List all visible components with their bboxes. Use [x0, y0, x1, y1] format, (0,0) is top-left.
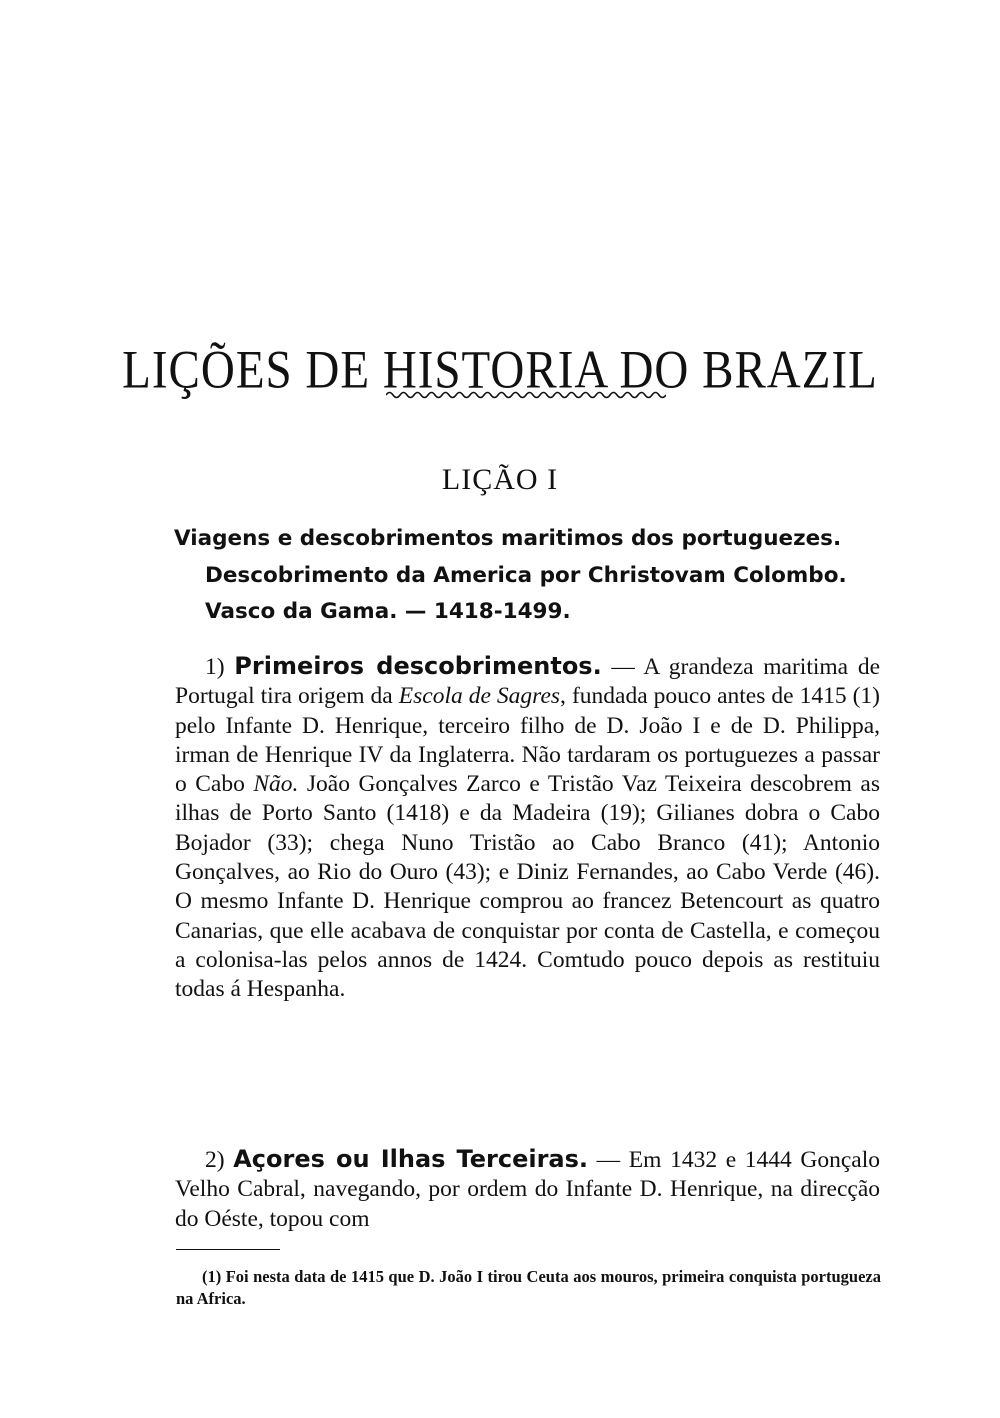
- section-1-italic-b: Não.: [253, 771, 299, 798]
- section-1-text-a: A grandeza maritima de Portugal tira origem da: [175, 654, 880, 710]
- section-1-text-c: João Gonçalves Zarco e Tristão Vaz Teixeira descobrem as ilhas de Porto Santo (1418) e da Madeira (19); Gilianes dobra o Cabo Bojador (33); chega Nuno Tristão ao Cabo Branco (41); Antonio Gonçalves, ao Rio do Ouro (43); e Diniz Fernandes, ao Cabo Verde (46). O mesmo Infante D. Henrique comprou ao francez Betencourt as quatro Canarias, que elle acabava de conquistar por conta de Castella, e começou a colonisa-las pelos annos de 1424. Comtudo pouco depois as restituiu todas á Hespanha.: [175, 771, 880, 1003]
- section-1-heading: Primeiros descobrimentos.: [234, 652, 602, 680]
- summary-line-3: Vasco da Gama. — 1418-1499.: [205, 599, 571, 624]
- section-2-dash: —: [588, 1147, 629, 1173]
- summary-line-1: Viagens e descobrimentos maritimos dos portuguezes.: [174, 526, 842, 551]
- footnote: [176, 1266, 881, 1310]
- section-2-paragraph: [175, 1145, 880, 1234]
- section-1-italic-a: Escola de Sagres: [398, 683, 561, 710]
- section-2-heading: Açores ou Ilhas Terceiras.: [233, 1145, 589, 1173]
- footnote-divider: [176, 1249, 280, 1250]
- section-1-dash: —: [601, 654, 644, 680]
- footnote-text: (1) Foi nesta data de 1415 que D. João I tirou Ceuta aos mouros, primeira conquista portugueza na Africa.: [176, 1267, 881, 1308]
- summary-line-2: Descobrimento da America por Christovam Colombo.: [205, 563, 847, 588]
- lesson-heading: LIÇÃO I: [441, 463, 559, 496]
- wavy-rule-ornament: [386, 388, 666, 402]
- book-title: LIÇÕES DE HISTORIA DO BRAZIL: [122, 340, 878, 401]
- section-1-paragraph: [175, 652, 880, 1005]
- section-2-text: Em 1432 e 1444 Gonçalo Velho Cabral, navegando, por ordem do Infante D. Henrique, na direcção do Oéste, topou com: [175, 1147, 881, 1232]
- section-2-number: 2): [205, 1147, 225, 1173]
- section-1-number: 1): [205, 654, 225, 680]
- section-1-text-b: , fundada pouco antes de 1415 (1) pelo Infante D. Henrique, terceiro filho de D. João I e de D. Philippa, irman de Henrique IV da Inglaterra. Não tardaram os portuguezes a passar o Cabo: [175, 683, 880, 798]
